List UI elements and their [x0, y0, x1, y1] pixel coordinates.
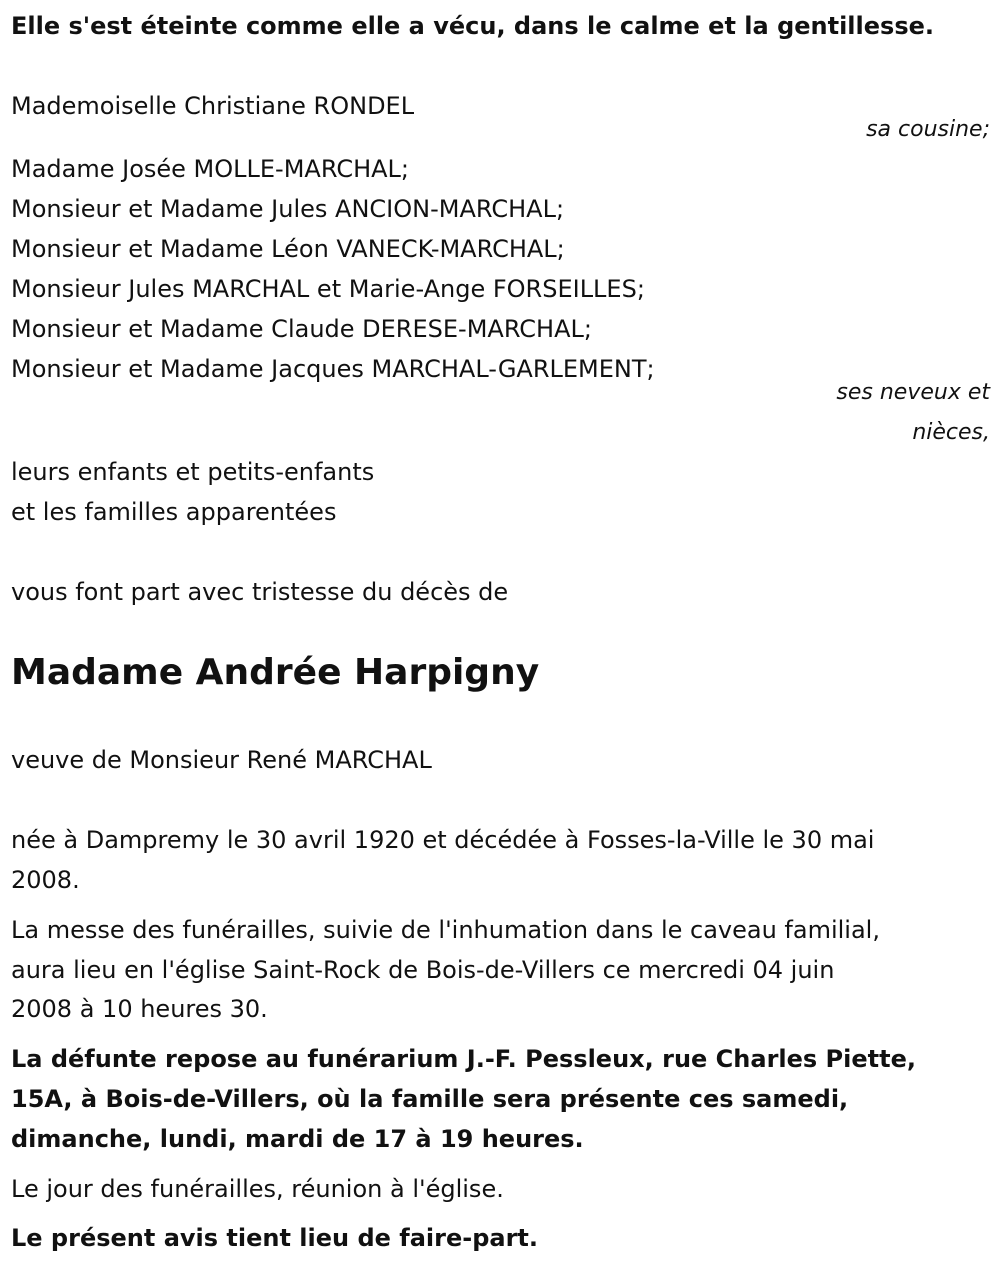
epitaph: Elle s'est éteinte comme elle a vécu, dans le calme et la gentillesse.: [11, 12, 935, 40]
nephew-entry: Monsieur Jules MARCHAL et Marie-Ange FORSEILLES;: [11, 275, 645, 303]
visitation-line3: dimanche, lundi, mardi de 17 à 19 heures.: [11, 1125, 584, 1153]
cousin-role: sa cousine;: [866, 117, 990, 142]
visitation-line1: La défunte repose au funérarium J.-F. Pessleux, rue Charles Piette,: [11, 1045, 916, 1073]
mass-line3: 2008 à 10 heures 30.: [11, 995, 268, 1023]
closing-line: Le présent avis tient lieu de faire-part.: [11, 1224, 539, 1252]
visitation-line2: 15A, à Bois-de-Villers, où la famille sera présente ces samedi,: [11, 1085, 849, 1113]
nephew-entry: Monsieur et Madame Léon VANECK-MARCHAL;: [11, 235, 565, 263]
birth-death-line1: née à Dampremy le 30 avril 1920 et décédée à Fosses-la-Ville le 30 mai: [11, 826, 875, 854]
nephew-entry: Monsieur et Madame Jacques MARCHAL-GARLEMENT;: [11, 355, 655, 383]
birth-death-line2: 2008.: [11, 866, 80, 894]
meeting-info: Le jour des funérailles, réunion à l'église.: [11, 1175, 504, 1203]
nephew-entry: Madame Josée MOLLE-MARCHAL;: [11, 155, 410, 183]
nephews-role-line2: nièces,: [912, 420, 990, 445]
cousin-name: Mademoiselle Christiane RONDEL: [11, 92, 415, 120]
others-line1: leurs enfants et petits-enfants: [11, 458, 375, 486]
widow-of: veuve de Monsieur René MARCHAL: [11, 746, 432, 774]
announcement: vous font part avec tristesse du décès de: [11, 578, 509, 606]
others-line2: et les familles apparentées: [11, 498, 337, 526]
deceased-name: Madame Andrée Harpigny: [11, 652, 540, 693]
nephew-entry: Monsieur et Madame Jules ANCION-MARCHAL;: [11, 195, 565, 223]
mass-line2: aura lieu en l'église Saint-Rock de Bois-de-Villers ce mercredi 04 juin: [11, 956, 835, 984]
nephew-entry: Monsieur et Madame Claude DERESE-MARCHAL;: [11, 315, 592, 343]
mass-line1: La messe des funérailles, suivie de l'inhumation dans le caveau familial,: [11, 916, 880, 944]
nephews-role-line1: ses neveux et: [836, 380, 990, 405]
